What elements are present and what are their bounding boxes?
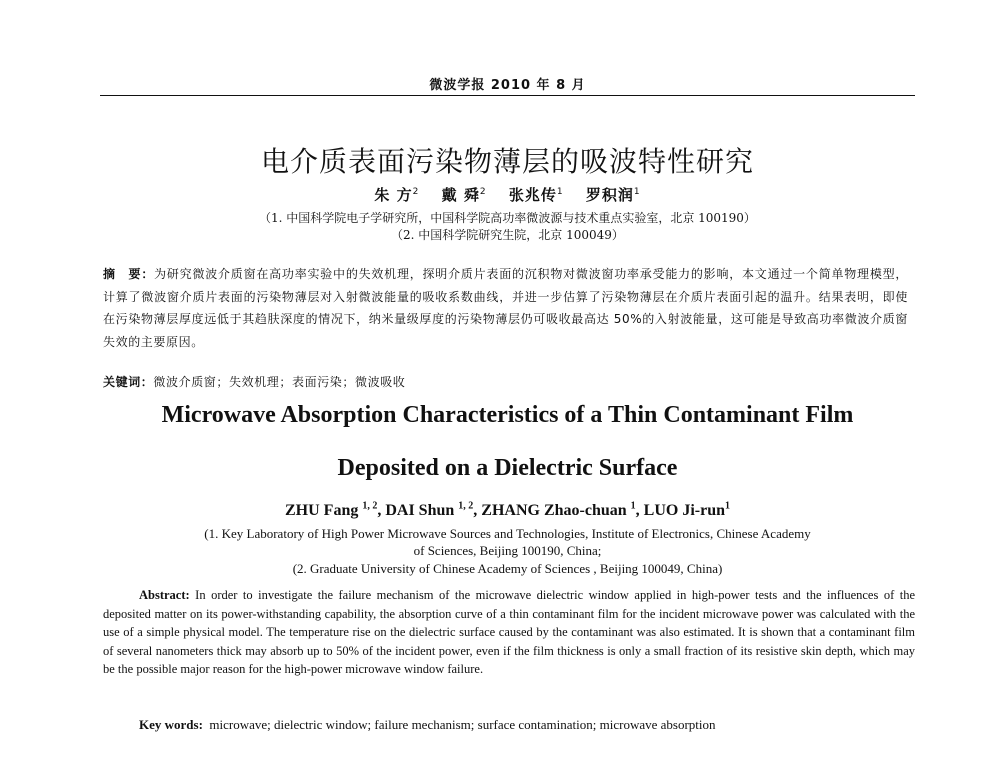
- english-abstract: [103, 586, 915, 679]
- english-affiliation-1a: (1. Key Laboratory of High Power Microwave Sources and Technologies, Institute of Electronics, Chinese Academy: [204, 526, 811, 541]
- english-affiliation-1b: of Sciences, Beijing 100190, China;: [413, 543, 602, 558]
- english-authors: [100, 501, 915, 520]
- chinese-keywords-label: 关键词：: [103, 375, 154, 389]
- chinese-abstract: [103, 263, 908, 353]
- chinese-author: 朱 方$^2$: [374, 186, 420, 204]
- english-affiliation-2: (2. Graduate University of Chinese Academy of Sciences , Beijing 100049, China): [292, 561, 723, 576]
- english-author: LUO Ji-run$^1$: [643, 501, 730, 520]
- chinese-authors: [100, 184, 915, 205]
- chinese-keywords: [103, 373, 908, 390]
- header-rule: [100, 95, 915, 96]
- chinese-affiliation-2: （2. 中国科学院研究生院，北京 100049）: [391, 228, 624, 242]
- running-header: 微波学报 2010 年 8 月: [429, 78, 586, 93]
- english-author: ZHANG Zhao-chuan $^1$,: [481, 501, 644, 520]
- english-keywords: [139, 717, 919, 733]
- chinese-author: 罗积润$^1$: [585, 186, 641, 204]
- english-author: DAI Shun $^{1, 2}$,: [385, 501, 482, 520]
- chinese-affiliation-1: （1. 中国科学院电子学研究所，中国科学院高功率微波源与技术重点实验室，北京 100190）: [259, 211, 756, 225]
- english-author: ZHU Fang $^{1, 2}$,: [285, 501, 386, 520]
- chinese-keywords-text: 微波介质窗；失效机理；表面污染；微波吸收: [153, 375, 406, 389]
- english-title-line-2: Deposited on a Dielectric Surface: [337, 455, 678, 481]
- chinese-title: 电介质表面污染物薄层的吸波特性研究: [260, 145, 754, 178]
- chinese-author: 戴 舜$^2$: [441, 186, 487, 204]
- chinese-author: 张兆传$^1$: [508, 186, 564, 204]
- english-abstract-text: In order to investigate the failure mechanism of the microwave dielectric window applied in high-power tests and the influences of the deposited matter on its power-withstanding capability, the absorption curve of a thin contaminant film for the incident microwave power was calculated with the use of a simple physical model. The temperature rise on the dielectric surface caused by the contaminant was also estimated. It is shown that a contaminant film of several nanometers thick may absorb up to 50% of the incident power, even if the film thickness is only a small fraction of its resistive skin depth, which may be the possible major reason for the high-power microwave window failure.: [103, 588, 915, 676]
- chinese-abstract-text: 为研究微波介质窗在高功率实验中的失效机理，探明介质片表面的沉积物对微波窗功率承受能力的影响，本文通过一个简单物理模型，计算了微波窗介质片表面的污染物薄层对入射微波能量的吸收系数曲线，并进一步估算了污染物薄层在介质片表面引起的温升。结果表明，即使在污染物薄层厚度远低于其趋肤深度的情况下，纳米量级厚度的污染物薄层仍可吸收最高达 50%的入射波能量，这可能是导致高功率微波介质窗失效的主要原因。: [103, 267, 908, 349]
- english-abstract-label: Abstract:: [139, 588, 190, 602]
- chinese-abstract-label: 摘 要：: [103, 267, 155, 281]
- english-keywords-text: microwave; dielectric window; failure mechanism; surface contamination; microwave absorption: [209, 717, 716, 732]
- english-title-line-1: Microwave Absorption Characteristics of a Thin Contaminant Film: [161, 402, 854, 428]
- english-keywords-label: Key words:: [139, 717, 203, 732]
